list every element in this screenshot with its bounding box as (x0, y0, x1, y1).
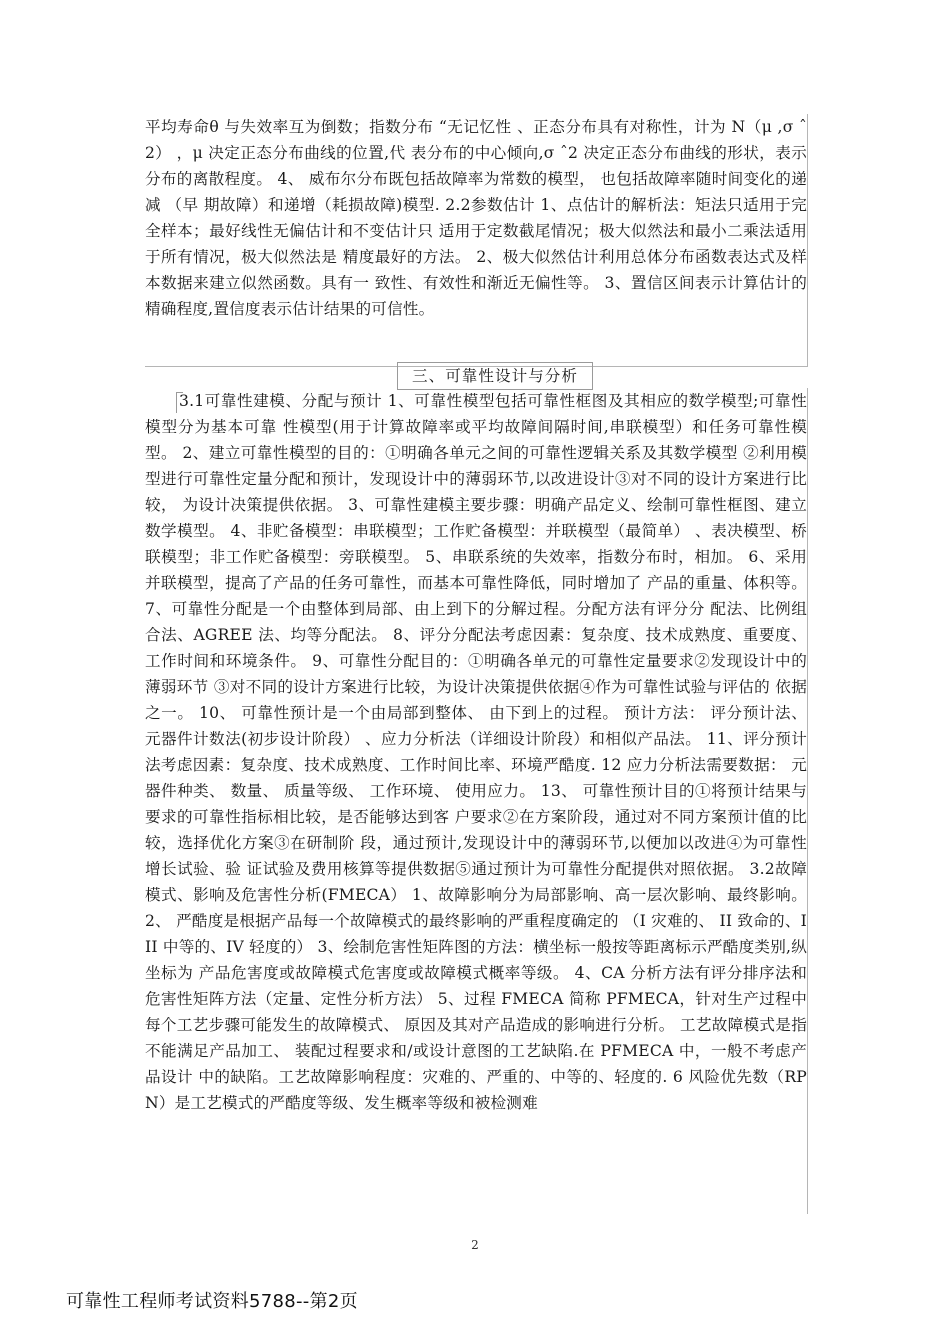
footer-document-title: 可靠性工程师考试资料5788--第2页 (66, 1291, 358, 1312)
section-heading: 三、可靠性设计与分析 (397, 362, 593, 390)
page-number: 2 (471, 1238, 479, 1252)
paragraph-main: 3.1可靠性建模、分配与预计 1、可靠性模型包括可靠性框图及其相应的数学模型;可靠性模型分为基本可靠 性模型(用于计算故障率或平均故障间隔时间,串联模型）和任务可靠性模型。 2、建立可靠性模型的目的：①明确各单元之间的可靠性逻辑关系及其数学模型 ②利用模型进行可靠性定量分配和预计，发现设计中的薄弱环节,以改进设计③对不同的设计方案进行比较， 为设计决策提供依据。 3、可靠性建模主要步骤：明确产品定义、绘制可靠性框图、建立数学模型。 4、非贮备模型：串联模型；工作贮备模型：并联模型（最简单） 、表决模型、桥 联模型；非工作贮备模型：旁联模型。 5、串联系统的失效率，指数分布时，相加。 6、采用并联模型，提高了产品的任务可靠性，而基本可靠性降低，同时增加了 产品的重量、体积等。 7、可靠性分配是一个由整体到局部、由上到下的分解过程。分配方法有评分分 配法、比例组合法、AGREE 法、均等分配法。 8、评分分配法考虑因素：复杂度、技术成熟度、重要度、工作时间和环境条件。 9、可靠性分配目的：①明确各单元的可靠性定量要求②发现设计中的薄弱环节 ③对不同的设计方案进行比较，为设计决策提供依据④作为可靠性试验与评估的 依据之一。 10、 可靠性预计是一个由局部到整体、 由下到上的过程。 预计方法： 评分预计法、 元器件计数法(初步设计阶段） 、应力分析法（详细设计阶段）和相似产品法。 11、评分预计法考虑因素：复杂度、技术成熟度、工作时间比率、环境严酷度. 12 应力分析法需要数据： 元器件种类、 数量、 质量等级、 工作环境、 使用应力。 13、 可靠性预计目的①将预计结果与要求的可靠性指标相比较，是否能够达到客 户要求②在方案阶段，通过对不同方案预计值的比较，选择优化方案③在研制阶 段，通过预计,发现设计中的薄弱环节,以便加以改进④为可靠性增长试验、验 证试验及费用核算等提供数据⑤通过预计为可靠性分配提供对照依据。 3.2故障模式、影响及危害性分析(FMECA） 1、故障影响分为局部影响、高一层次影响、最终影响。 2、 严酷度是根据产品每一个故障模式的最终影响的严重程度确定的 （I 灾难的、 II 致命的、III 中等的、IV 轻度的） 3、绘制危害性矩阵图的方法：横坐标一般按等距离标示严酷度类别,纵坐标为 产品危害度或故障模式危害度或故障模式概率等级。 4、CA 分析方法有评分排序法和危害性矩阵方法（定量、定性分析方法） 5、过程 FMECA 简称 PFMECA，针对生产过程中每个工艺步骤可能发生的故障模式、 原因及其对产品造成的影响进行分析。 工艺故障模式是指不能满足产品加工、 装配过程要求和/或设计意图的工艺缺陷.在 PFMECA 中，一般不考虑产品设计 中的缺陷。工艺故障影响程度：灾难的、严重的、中等的、轻度的. 6 风险优先数（RPN）是工艺模式的严酷度等级、发生概率等级和被检测难 (145, 388, 808, 1214)
paragraph-top: 平均寿命θ 与失效率互为倒数；指数分布 “无记忆性 、正态分布具有对称性，计为 N（μ ,σ ˆ2） ，μ 决定正态分布曲线的位置,代 表分布的中心倾向,σ ˆ2 决定正态分布曲线的形状，表示分布的离散程度。 4、 威布尔分布既包括故障率为常数的模型， 也包括故障率随时间变化的递减 （早 期故障）和递增（耗损故障)模型. 2.2参数估计 1、点估计的解析法：矩法只适用于完全样本；最好线性无偏估计和不变估计只 适用于定数截尾情况；极大似然法和最小二乘法适用于所有情况，极大似然法是 精度最好的方法。 2、极大似然估计利用总体分布函数表达式及样本数据来建立似然函数。具有一 致性、有效性和渐近无偏性等。 3、置信区间表示计算估计的精确程度,置信度表示估计结果的可信性。 (145, 114, 808, 367)
